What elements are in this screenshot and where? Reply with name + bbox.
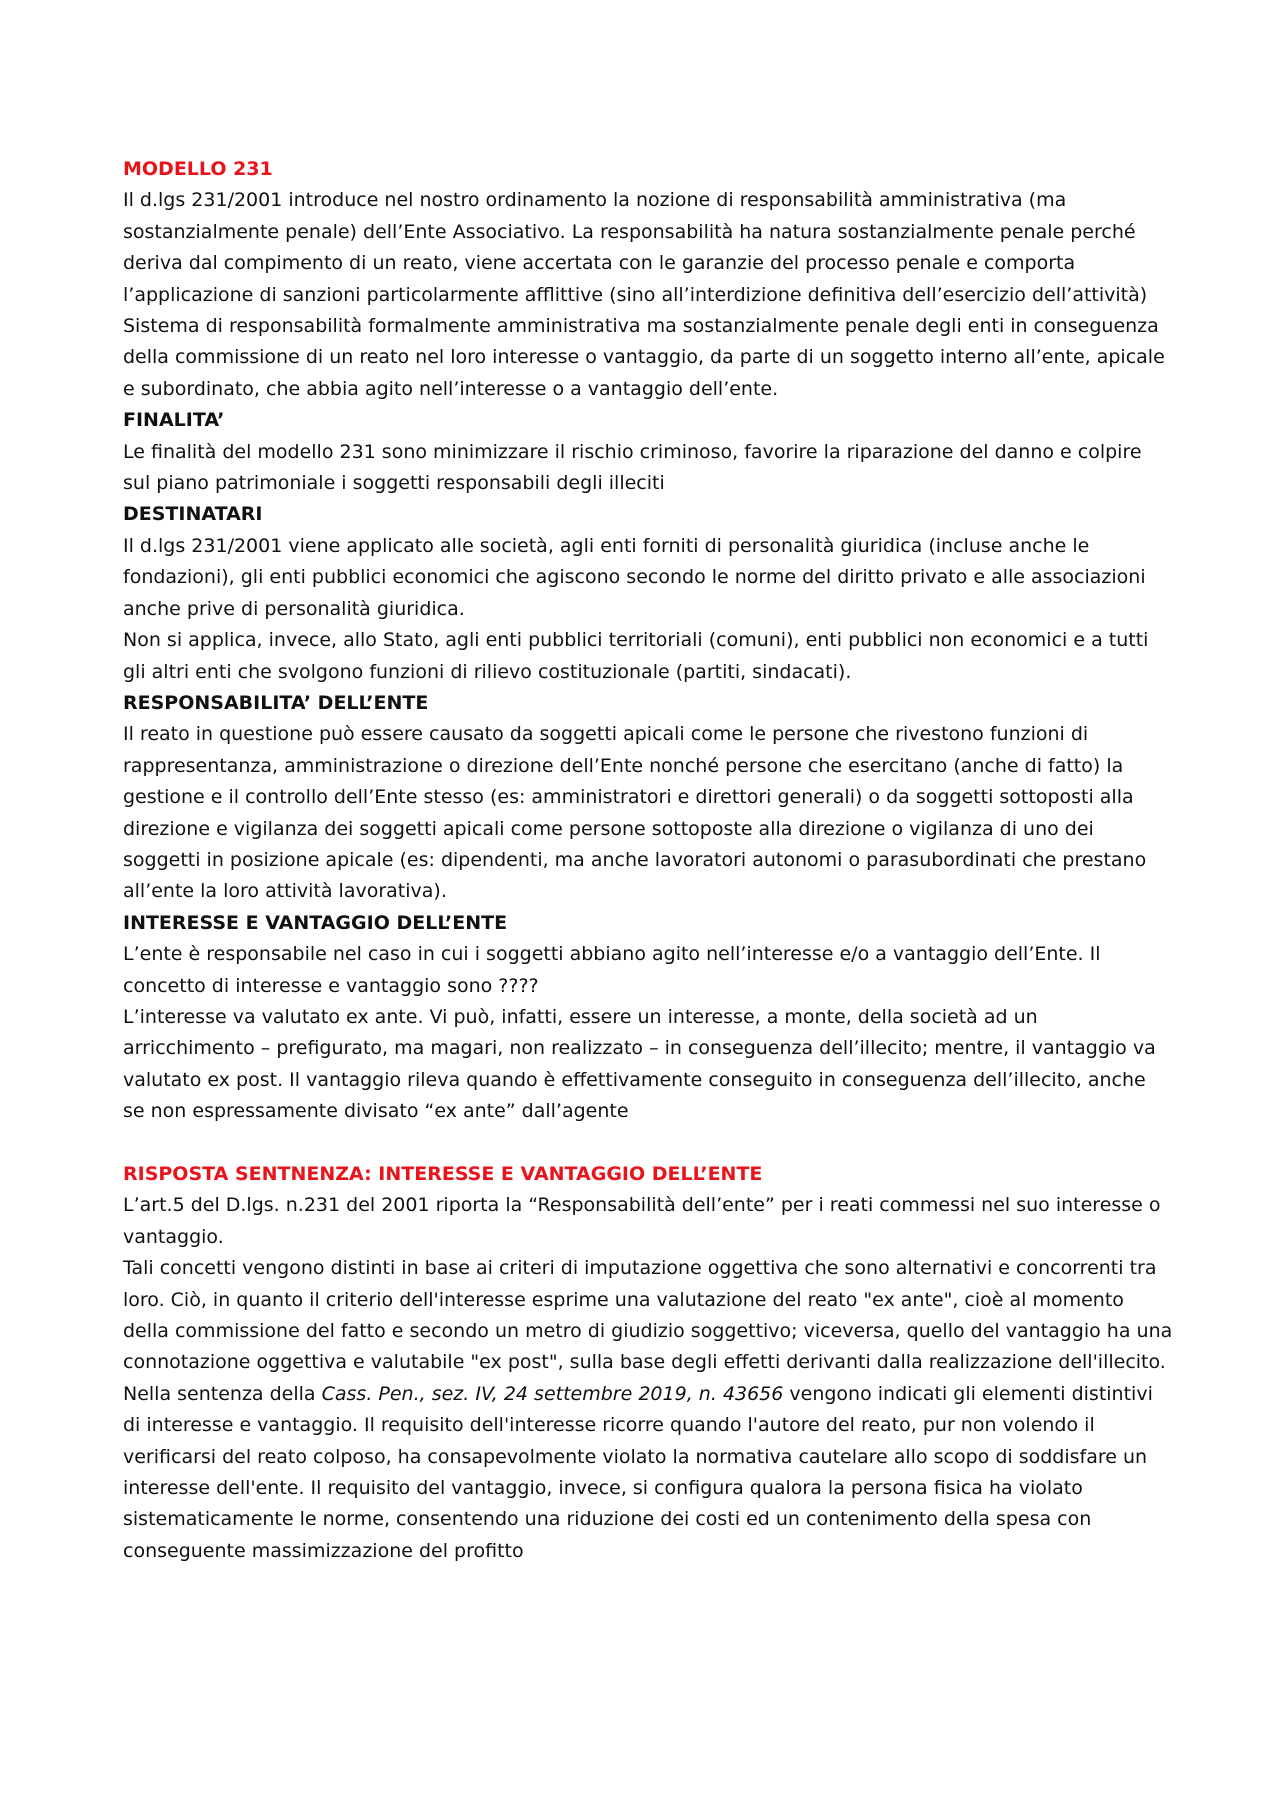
- section-responsabilita-ente: [123, 688, 1173, 908]
- paragraph: Il d.lgs 231/2001 introduce nel nostro ordinamento la nozione di responsabilità amministrativa (ma sostanzialmente penale) dell’Ente Associativo. La responsabilità ha natura sostanzialmente penale perché deriva dal compimento di un reato, viene accertata con le garanzie del processo penale e comporta l’applicazione di sanzioni particolarmente afflittive (sino all’interdizione definitiva dell’esercizio dell’attività): [123, 189, 1148, 306]
- section-modello-231: [123, 154, 1173, 405]
- heading-interesse-vantaggio: INTERESSE E VANTAGGIO DELL’ENTE: [123, 911, 508, 934]
- paragraph: Non si applica, invece, allo Stato, agli enti pubblici territoriali (comuni), enti pubblici non economici e a tutti gli altri enti che svolgono funzioni di rilievo costituzionale (partiti, sindacati).: [123, 629, 1149, 683]
- paragraph: Sistema di responsabilità formalmente amministrativa ma sostanzialmente penale degli enti in conseguenza della commissione di un reato nel loro interesse o vantaggio, da parte di un soggetto interno all’ente, apicale e subordinato, che abbia agito nell’interesse o a vantaggio dell’ente.: [123, 315, 1165, 400]
- paragraph: Il d.lgs 231/2001 viene applicato alle società, agli enti forniti di personalità giuridica (incluse anche le fondazioni), gli enti pubblici economici che agiscono secondo le norme del diritto privato e alle associazioni anche prive di personalità giuridica.: [123, 534, 1146, 620]
- paragraph: Il reato in questione può essere causato da soggetti apicali come le persone che rivestono funzioni di rappresentanza, amministrazione o direzione dell’Ente nonché persone che esercitano (anche di fatto) la gestione e il controllo dell’Ente stesso (es: amministratori e direttori generali) o da soggetti sottoposti alla direzione e vigilanza dei soggetti apicali come persone sottoposte alla direzione o vigilanza di uno dei soggetti in posizione apicale (es: dipendenti, ma anche lavoratori autonomi o parasubordinati che prestano all’ente la loro attività lavorativa).: [123, 723, 1147, 903]
- heading-risposta-sentenza: RISPOSTA SENTNENZA: INTERESSE E VANTAGGIO DELL’ENTE: [123, 1162, 763, 1185]
- paragraph-sentenza: [123, 1379, 1173, 1567]
- paragraph: L’ente è responsabile nel caso in cui i soggetti abbiano agito nell’interesse e/o a vantaggio dell’Ente. Il concetto di interesse e vantaggio sono ????: [123, 943, 1101, 997]
- text-run: Nella sentenza della: [123, 1382, 322, 1405]
- heading-responsabilita-ente: RESPONSABILITA’ DELL’ENTE: [123, 691, 429, 714]
- heading-modello-231: MODELLO 231: [123, 158, 273, 180]
- paragraph: Tali concetti vengono distinti in base ai criteri di imputazione oggettiva che sono alternativi e concorrenti tra loro. Ciò, in quanto il criterio dell'interesse esprime una valutazione del reato "ex ante", cioè al momento della commissione del fatto e secondo un metro di giudizio soggettivo; viceversa, quello del vantaggio ha una connotazione oggettiva e valutabile "ex post", sulla base degli effetti derivanti dalla realizzazione dell'illecito.: [123, 1257, 1173, 1374]
- case-citation: Cass. Pen., sez. IV, 24 settembre 2019, n. 43656: [321, 1382, 784, 1405]
- section-destinatari: [123, 499, 1173, 687]
- section-risposta-sentenza: [123, 1159, 1173, 1567]
- section-finalita: [123, 405, 1173, 499]
- section-interesse-vantaggio: [123, 908, 1173, 1128]
- paragraph: Le finalità del modello 231 sono minimizzare il rischio criminoso, favorire la riparazione del danno e colpire sul piano patrimoniale i soggetti responsabili degli illeciti: [123, 440, 1142, 495]
- document-page: [123, 154, 1173, 1567]
- heading-destinatari: DESTINATARI: [123, 503, 263, 526]
- paragraph: L’art.5 del D.lgs. n.231 del 2001 riporta la “Responsabilità dell’ente” per i reati commessi nel suo interesse o vantaggio.: [123, 1194, 1161, 1248]
- text-run: vengono indicati gli elementi distintivi di interesse e vantaggio. Il requisito dell'interesse ricorre quando l'autore del reato, pur non volendo il verificarsi del reato colposo, ha consapevolmente violato la normativa cautelare allo scopo di soddisfare un interesse dell'ente. Il requisito del vantaggio, invece, si configura qualora la persona fisica ha violato sistematicamente le norme, consentendo una riduzione dei costi ed un contenimento della spesa con conseguente massimizzazione del profitto: [123, 1382, 1153, 1562]
- heading-finalita: FINALITA’: [123, 409, 225, 432]
- paragraph: L’interesse va valutato ex ante. Vi può, infatti, essere un interesse, a monte, della società ad un arricchimento – prefigurato, ma magari, non realizzato – in conseguenza dell’illecito; mentre, il vantaggio va valutato ex post. Il vantaggio rileva quando è effettivamente conseguito in conseguenza dell’illecito, anche se non espressamente divisato “ex ante” dall’agente: [123, 1005, 1156, 1123]
- blank-line: [123, 1128, 1173, 1159]
